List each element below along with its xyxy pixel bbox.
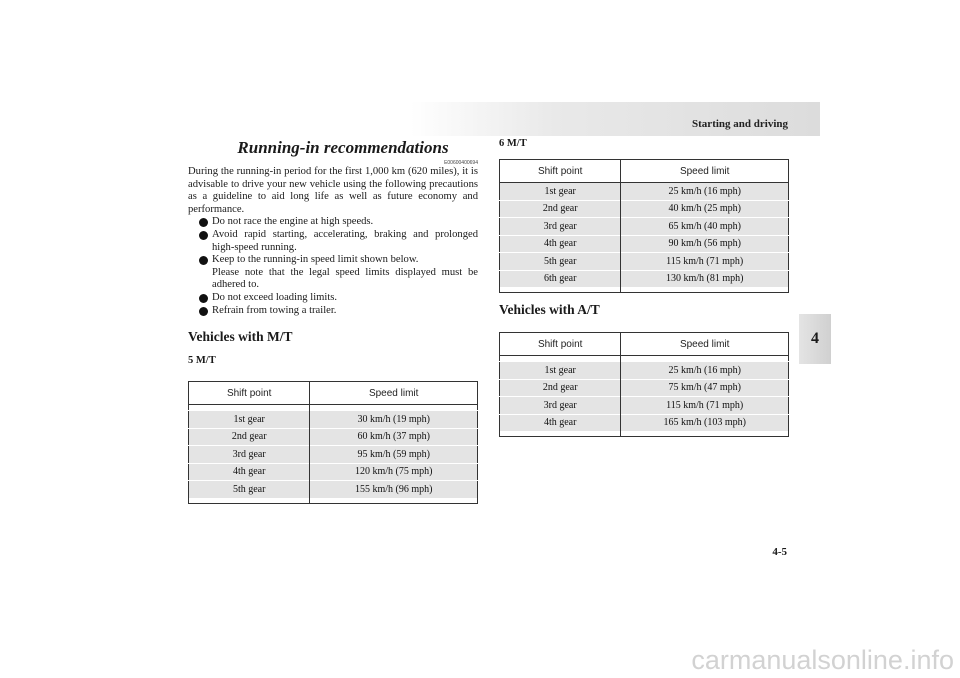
limit-cell: 130 km/h (81 mph) <box>621 270 789 287</box>
list-item <box>199 254 478 292</box>
limit-cell: 120 km/h (75 mph) <box>310 463 478 481</box>
gear-cell: 5th gear <box>189 481 310 498</box>
list-item <box>199 229 478 254</box>
list-item <box>199 305 478 318</box>
limit-cell: 30 km/h (19 mph) <box>310 411 478 429</box>
table-row <box>500 183 789 201</box>
gear-cell: 1st gear <box>500 362 621 380</box>
column-header-speed-limit: Speed limit <box>310 382 478 405</box>
limit-cell: 25 km/h (16 mph) <box>621 183 789 201</box>
5mt-label: 5 M/T <box>188 355 216 367</box>
list-item-text: Do not exceed loading limits. <box>212 291 338 303</box>
table-row <box>500 362 789 380</box>
table-row <box>500 414 789 431</box>
list-item-text: Avoid rapid starting, accelerating, braking and prolonged high-speed running. <box>212 228 478 253</box>
table-6mt <box>499 159 789 293</box>
list-item-text: Do not race the engine at high speeds. <box>212 216 374 228</box>
table-row <box>500 270 789 287</box>
table-row <box>500 253 789 271</box>
table-row <box>500 235 789 253</box>
list-item-note: Please note that the legal speed limits displayed must be adhered to. <box>212 266 478 291</box>
bullet-icon <box>199 231 208 240</box>
table-row <box>500 397 789 415</box>
column-header-shift-point: Shift point <box>500 333 621 356</box>
limit-cell: 115 km/h (71 mph) <box>621 253 789 271</box>
gear-cell: 2nd gear <box>500 379 621 397</box>
column-header-speed-limit: Speed limit <box>621 160 789 183</box>
intro-paragraph: During the running-in period for the first 1,000 km (620 miles), it is advisable to drive your new vehicle using the following precautions as a guideline to aid long life as well as future economy and performance. <box>188 166 478 215</box>
gear-cell: 3rd gear <box>189 446 310 464</box>
table-row <box>189 411 478 429</box>
bullet-icon <box>199 256 208 265</box>
mt-heading: Vehicles with M/T <box>188 329 293 345</box>
limit-cell: 95 km/h (59 mph) <box>310 446 478 464</box>
column-header-shift-point: Shift point <box>500 160 621 183</box>
document-code: E00600400694 <box>444 160 478 166</box>
6mt-label: 6 M/T <box>499 138 527 149</box>
table-at <box>499 332 789 437</box>
limit-cell: 165 km/h (103 mph) <box>621 414 789 431</box>
table-row <box>189 463 478 481</box>
precaution-list <box>188 216 478 317</box>
bullet-icon <box>199 294 208 303</box>
page-number: 4-5 <box>772 546 787 558</box>
gear-cell: 3rd gear <box>500 397 621 415</box>
list-item-text: Keep to the running-in speed limit shown below. <box>212 254 419 266</box>
at-heading: Vehicles with A/T <box>499 302 600 317</box>
gear-cell: 1st gear <box>189 411 310 429</box>
gear-cell: 4th gear <box>500 414 621 431</box>
limit-cell: 90 km/h (56 mph) <box>621 235 789 253</box>
limit-cell: 25 km/h (16 mph) <box>621 362 789 380</box>
gear-cell: 6th gear <box>500 270 621 287</box>
gear-cell: 2nd gear <box>189 428 310 446</box>
gear-cell: 5th gear <box>500 253 621 271</box>
table-row <box>189 446 478 464</box>
list-item <box>199 216 478 229</box>
limit-cell: 75 km/h (47 mph) <box>621 379 789 397</box>
gear-cell: 3rd gear <box>500 218 621 236</box>
table-row <box>500 379 789 397</box>
header-title: Starting and driving <box>692 118 788 130</box>
bullet-icon <box>199 218 208 227</box>
table-5mt <box>188 381 478 504</box>
list-item <box>199 292 478 305</box>
limit-cell: 155 km/h (96 mph) <box>310 481 478 498</box>
gear-cell: 4th gear <box>500 235 621 253</box>
section-title: Running-in recommendations <box>237 138 449 157</box>
limit-cell: 65 km/h (40 mph) <box>621 218 789 236</box>
gear-cell: 2nd gear <box>500 200 621 218</box>
column-header-shift-point: Shift point <box>189 382 310 405</box>
gear-cell: 4th gear <box>189 463 310 481</box>
right-column <box>499 138 789 437</box>
list-item-text: Refrain from towing a trailer. <box>212 304 337 316</box>
table-row <box>189 481 478 498</box>
limit-cell: 40 km/h (25 mph) <box>621 200 789 218</box>
limit-cell: 115 km/h (71 mph) <box>621 397 789 415</box>
watermark: carmanualsonline.info <box>691 645 954 675</box>
chapter-tab: 4 <box>799 314 831 364</box>
table-row <box>500 218 789 236</box>
column-header-speed-limit: Speed limit <box>621 333 789 356</box>
left-column <box>188 138 478 504</box>
table-row <box>500 200 789 218</box>
limit-cell: 60 km/h (37 mph) <box>310 428 478 446</box>
bullet-icon <box>199 307 208 316</box>
gear-cell: 1st gear <box>500 183 621 201</box>
table-row <box>189 428 478 446</box>
